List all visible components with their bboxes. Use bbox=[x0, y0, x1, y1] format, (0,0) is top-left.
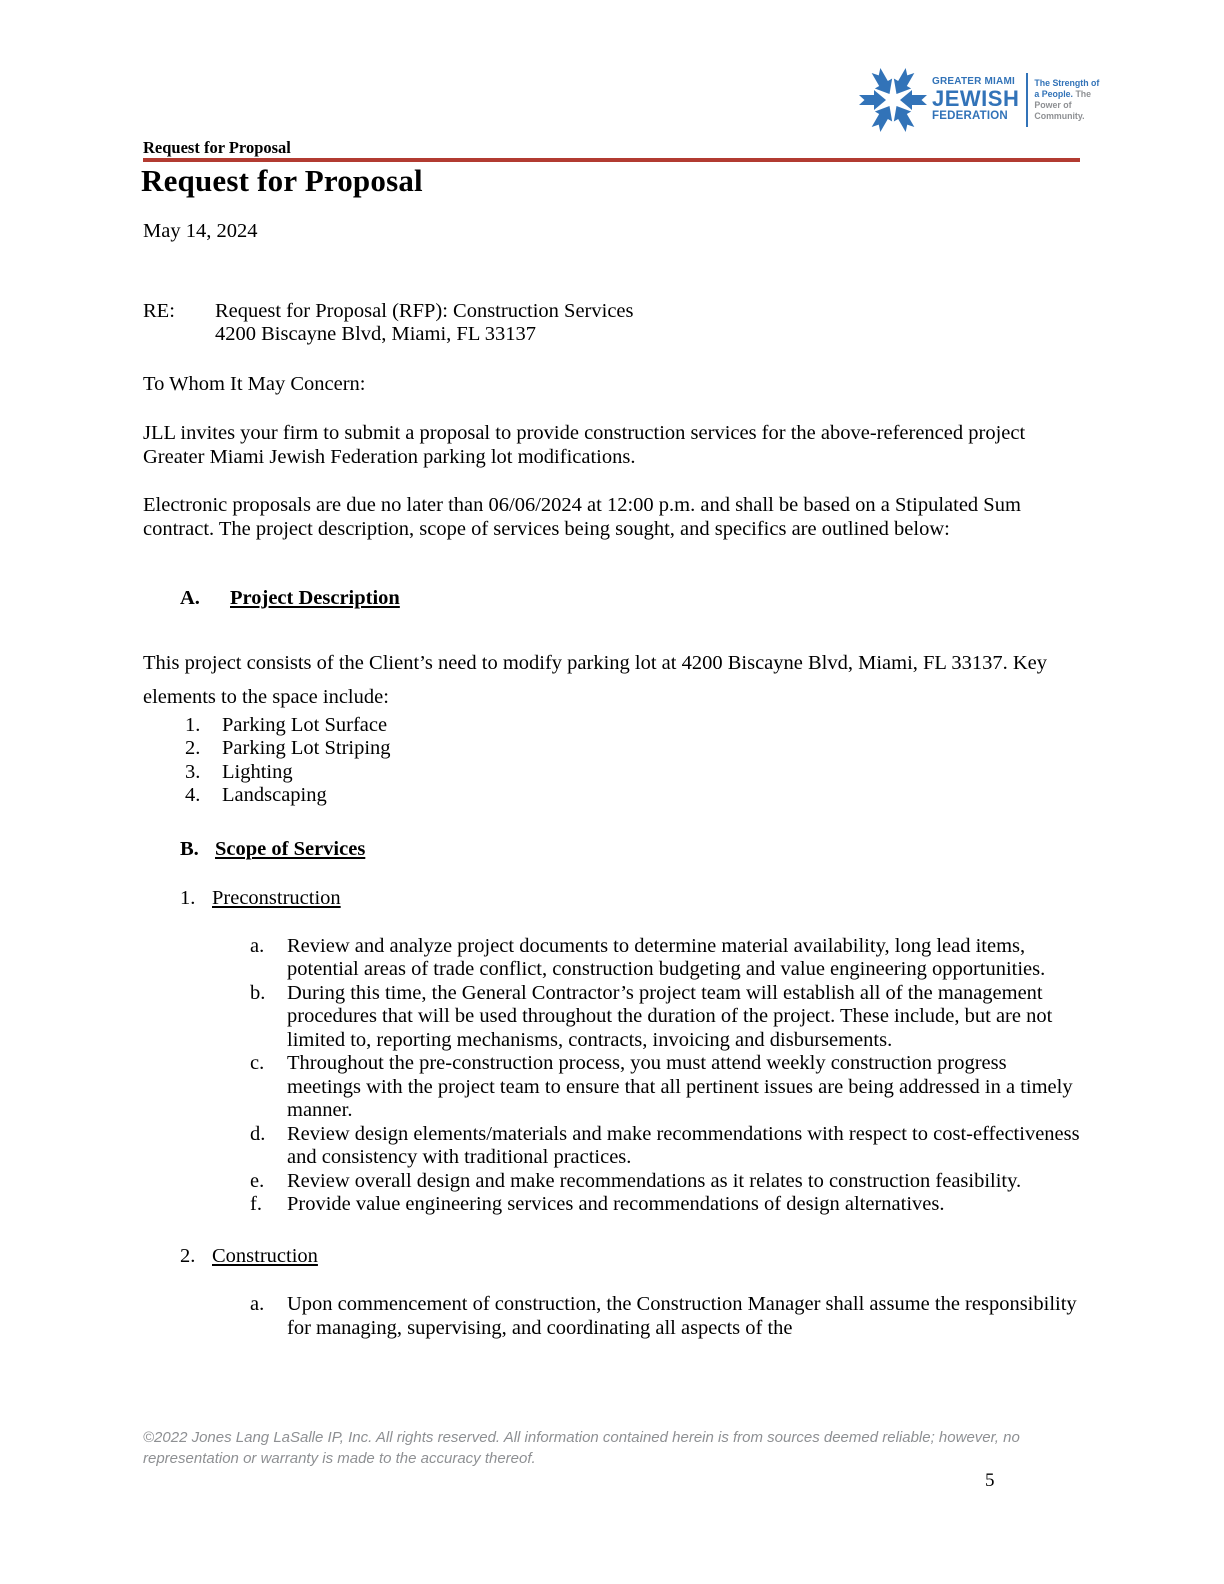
list-item bbox=[143, 784, 1088, 808]
logo-tagline-power: The Power of Community. bbox=[1034, 89, 1092, 121]
list-item bbox=[143, 1193, 1088, 1217]
salutation: To Whom It May Concern: bbox=[143, 372, 366, 395]
re-label: RE: bbox=[143, 299, 175, 322]
list-text: Review overall design and make recommendations as it relates to construction feasibility. bbox=[287, 1169, 1022, 1192]
re-block bbox=[143, 300, 1088, 347]
section-b-marker: B. bbox=[180, 837, 199, 860]
section-a-title: Project Description bbox=[230, 587, 400, 609]
page-number: 5 bbox=[985, 1470, 995, 1491]
list-text: Review design elements/materials and make recommendations with respect to cost-effectiveness and consistency with traditional practices. bbox=[287, 1122, 1080, 1168]
list-marker: d. bbox=[250, 1122, 266, 1145]
logo-divider bbox=[1026, 73, 1028, 127]
list-item bbox=[143, 982, 1088, 1053]
list-marker: 1. bbox=[185, 713, 201, 736]
list-marker: 3. bbox=[185, 760, 201, 783]
logo-tagline bbox=[1034, 78, 1100, 122]
section-a-marker: A. bbox=[180, 587, 200, 609]
list-marker: a. bbox=[250, 1293, 265, 1315]
construction-items bbox=[143, 1293, 1088, 1340]
star-of-david-arrows-icon bbox=[856, 64, 930, 136]
copyright-notice: ©2022 Jones Lang LaSalle IP, Inc. All rights reserved. All information contained herein is from sources deemed reliable; however, no representation or warranty is made to the accuracy thereof. bbox=[143, 1429, 1020, 1467]
list-item bbox=[143, 1170, 1088, 1194]
logo-jewish: JEWISH bbox=[932, 86, 1020, 112]
project-description-text: This project consists of the Client’s need to modify parking lot at 4200 Biscayne Blvd, Miami, FL 33137. Key elements to the space include: bbox=[143, 651, 1047, 708]
preconstruction-heading bbox=[143, 887, 1088, 911]
list-text: Parking Lot Surface bbox=[222, 713, 388, 736]
sub1-marker: 1. bbox=[180, 887, 196, 909]
sub2-title: Construction bbox=[212, 1244, 318, 1267]
list-item bbox=[143, 1293, 1088, 1340]
key-elements-list bbox=[143, 714, 1088, 808]
logo-federation: FEDERATION bbox=[932, 110, 1008, 123]
list-text: Provide value engineering services and recommendations of design alternatives. bbox=[287, 1193, 945, 1215]
running-head: Request for Proposal bbox=[143, 138, 291, 157]
section-b-title: Scope of Services bbox=[215, 837, 366, 860]
list-marker: a. bbox=[250, 934, 265, 957]
logo-tagline-strength: The Strength of a People. bbox=[1034, 78, 1100, 99]
section-a-heading bbox=[143, 587, 1088, 611]
construction-heading bbox=[143, 1245, 1088, 1269]
list-marker: b. bbox=[250, 981, 266, 1004]
list-item bbox=[143, 935, 1088, 982]
list-marker: f. bbox=[250, 1193, 262, 1215]
header-rule bbox=[143, 158, 1080, 162]
list-text: Upon commencement of construction, the Construction Manager shall assume the responsibility for managing, supervising, and coordinating all aspects of the bbox=[287, 1293, 1077, 1339]
re-lines bbox=[215, 300, 634, 347]
intro-paragraph: JLL invites your firm to submit a proposal to provide construction services for the above-referenced project Greater Miami Jewish Federation parking lot modifications. bbox=[143, 422, 1026, 468]
list-item bbox=[143, 1123, 1088, 1170]
list-text: Lighting bbox=[222, 760, 293, 783]
list-marker: 4. bbox=[185, 784, 201, 806]
preconstruction-items bbox=[143, 935, 1088, 1217]
letter-date: May 14, 2024 bbox=[143, 220, 258, 242]
re-address: 4200 Biscayne Blvd, Miami, FL 33137 bbox=[215, 323, 536, 345]
re-subject: Request for Proposal (RFP): Construction Services bbox=[215, 299, 634, 322]
list-item bbox=[143, 737, 1088, 761]
list-text: Throughout the pre-construction process, you must attend weekly construction progress meetings with the project team to ensure that all pertinent issues are being addressed in a timely manner. bbox=[287, 1052, 1073, 1121]
page-title: Request for Proposal bbox=[141, 163, 423, 198]
list-marker: c. bbox=[250, 1052, 265, 1074]
logo-wordmark bbox=[932, 77, 1019, 123]
list-text: Landscaping bbox=[222, 784, 327, 806]
sub2-marker: 2. bbox=[180, 1244, 196, 1267]
list-marker: e. bbox=[250, 1169, 265, 1192]
list-text: During this time, the General Contractor’s project team will establish all of the management procedures that will be used throughout the duration of the project. These include, but are not limited to, reporting mechanisms, contracts, invoicing and disbursements. bbox=[287, 981, 1053, 1051]
list-marker: 2. bbox=[185, 737, 201, 759]
logo-greater-miami: GREATER MIAMI bbox=[932, 76, 1015, 88]
section-b-heading bbox=[143, 838, 1088, 862]
list-text: Parking Lot Striping bbox=[222, 737, 391, 759]
list-item bbox=[143, 761, 1088, 785]
list-item bbox=[143, 1052, 1088, 1123]
due-date-paragraph: Electronic proposals are due no later than 06/06/2024 at 12:00 p.m. and shall be based on a Stipulated Sum contract. The project description, scope of services being sought, and specifics are outlined below: bbox=[143, 494, 1021, 540]
sub1-title: Preconstruction bbox=[212, 887, 341, 909]
gmjf-logo bbox=[856, 64, 1100, 136]
list-text: Review and analyze project documents to determine material availability, long lead items, potential areas of trade conflict, construction budgeting and value engineering opportunities. bbox=[287, 934, 1046, 980]
letter-body bbox=[143, 220, 1088, 1340]
list-item bbox=[143, 714, 1088, 738]
